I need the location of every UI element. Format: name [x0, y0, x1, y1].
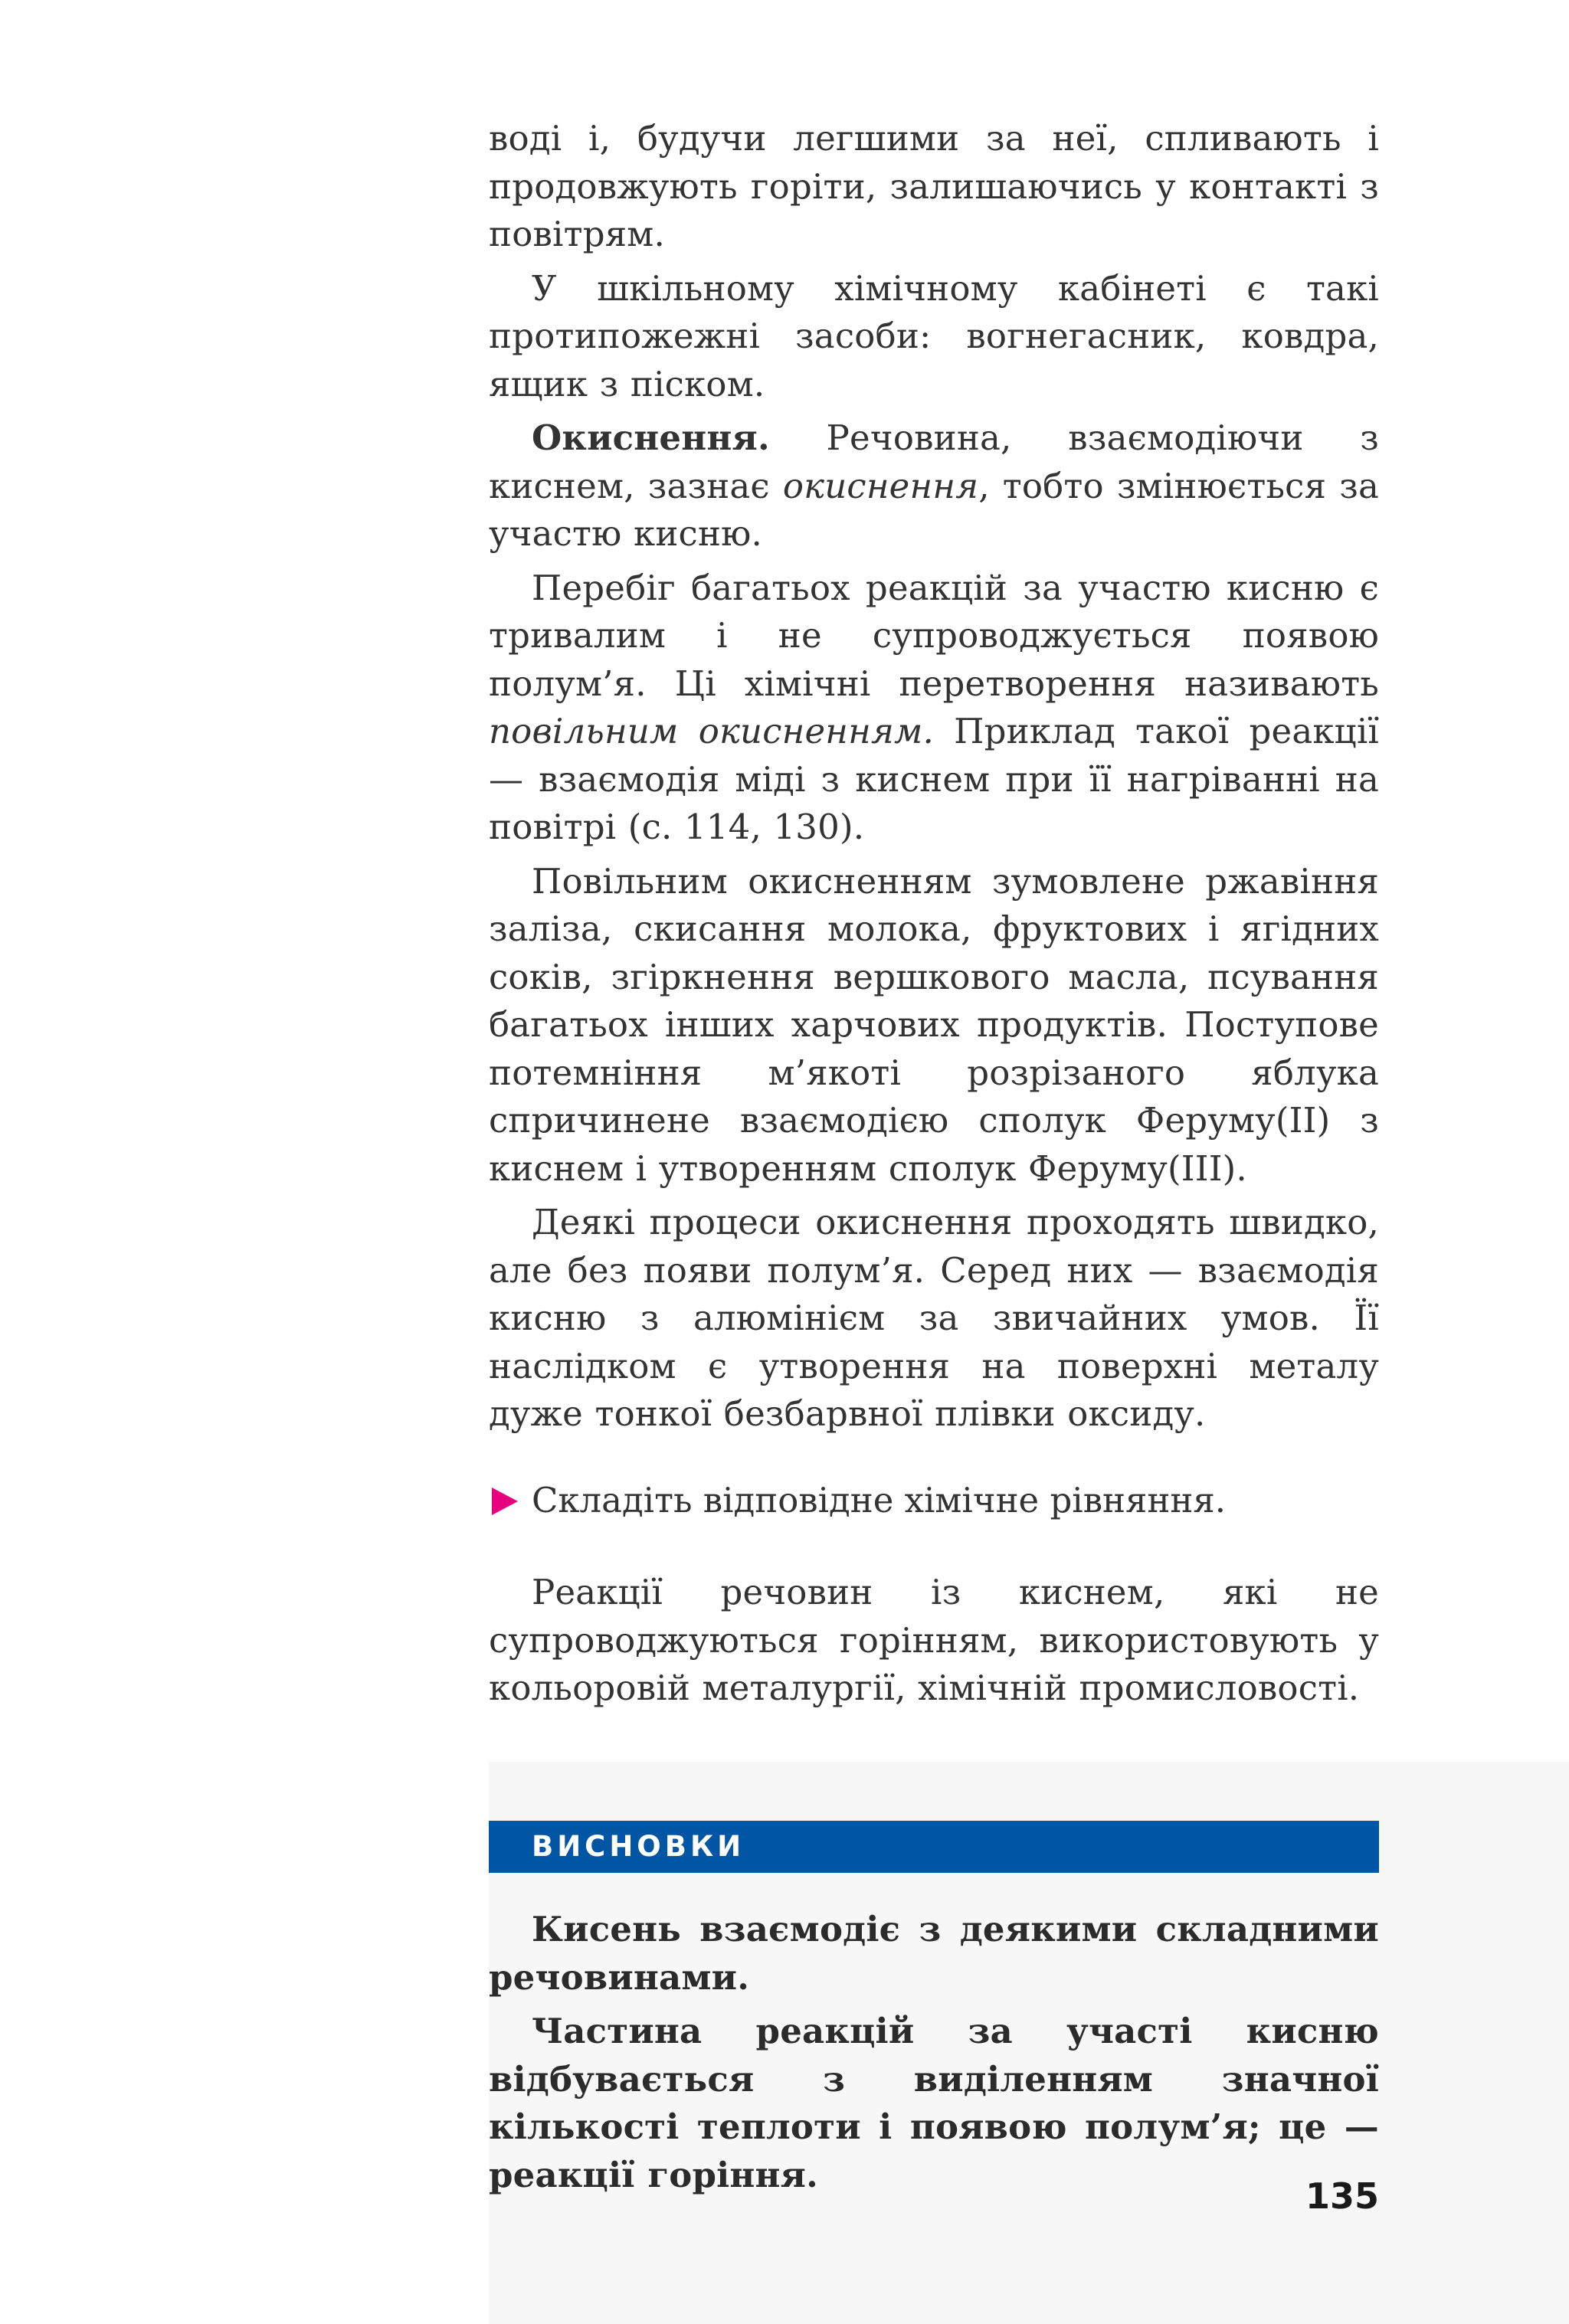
emphasis-oxidation: окиснення	[782, 465, 979, 506]
conclusions-list	[489, 1906, 1379, 2205]
triangle-marker-icon	[492, 1488, 518, 1515]
paragraph-slow-oxidation: Перебіг багатьох реакцій за участю кисню є тривалим і не супроводжується появою полум’я. Ці хімічні перетворення називають повільним окисненням. Приклад такої реакції — взаємодія міді з киснем при її нагріванні на повітрі (с. 114, 130).	[489, 567, 1379, 847]
paragraph-2: У шкільному хімічному кабінеті є такі протипожежні засоби: вогнегасник, ковдра, ящик з піском.	[489, 267, 1379, 404]
paragraph-6: Деякі процеси окиснення проходять швидко, але без появи полум’я. Серед них — взаємодія кисню з алюмінієм за звичайних умов. Її наслідком є утворення на поверхні металу дуже тонкої безбарвної плівки оксиду.	[489, 1202, 1379, 1434]
paragraph-1: воді і, будучи легшими за неї, спливають і продовжують горіти, залишаючись у контакті з повітрям.	[489, 118, 1379, 254]
conclusion-item: Частина реакцій за участі кисню відбувається з виділенням значної кількості теплоти і появою полум’я; це — реакції горіння.	[489, 2011, 1379, 2195]
task-text: Складіть відповідне хімічне рівняння.	[532, 1479, 1227, 1520]
main-text	[489, 115, 1379, 1719]
paragraph-5: Повільним окисненням зумовлене ржавіння заліза, скисання молока, фруктових і ягідних соків, згіркнення вершкового масла, псування багатьох інших харчових продуктів. Поступове потемніння м’якоті розрізаного яблука спричинене взаємодією сполук Феруму(ІІ) з киснем і утворенням сполук Феруму(ІІІ).	[489, 860, 1379, 1189]
conclusion-item: Кисень взаємодіє з деякими складними речовинами.	[489, 1909, 1379, 1998]
paragraph-7: Реакції речовин із киснем, які не супроводжуються горінням, використовують у кольоровій металургії, хімічній промисловості.	[489, 1572, 1379, 1708]
page-number: 135	[1305, 2175, 1379, 2217]
emphasis-slow-oxidation: повільним окисненням.	[489, 711, 935, 751]
conclusions-title: ВИСНОВКИ	[532, 1830, 745, 1863]
paragraph-oxidation: Окиснення. Речовина, взаємодіючи з киснем, зазнає окиснення, тобто змінюється за участю кисню.	[489, 417, 1379, 554]
task-item	[489, 1477, 1379, 1525]
term-oxidation: Окиснення.	[532, 417, 770, 458]
conclusions-header	[489, 1821, 1379, 1873]
